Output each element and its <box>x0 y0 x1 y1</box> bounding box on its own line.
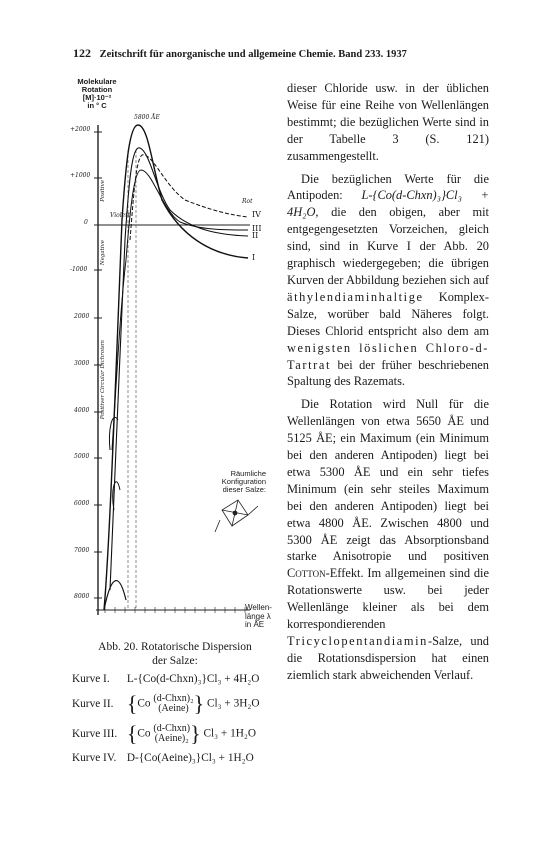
stack-bottom: (Aeine) <box>158 703 189 714</box>
caption-line: der Salze: <box>152 655 198 667</box>
brace-open: { <box>126 721 138 746</box>
tick-label: 3000 <box>74 360 90 367</box>
kurve-label: Kurve III. <box>72 727 118 740</box>
paragraph <box>287 171 489 391</box>
paragraph: dieser Chloride usw. in der üblichen Weise für eine Reihe von Wellenlängen bestimmt; die bezüglichen Werte sind in der Tabelle 3 (S. 121) zusammengestellt. <box>287 81 489 163</box>
y-axis-label-line: Rotation <box>81 85 113 94</box>
kurve-formula: D-{Co(Aeine)₃}Cl₃ + 1H₂O <box>126 752 254 764</box>
configuration-label-line: Räumliche <box>230 469 266 478</box>
kurve-row <box>72 673 259 685</box>
annot-violet: Violett <box>110 212 131 219</box>
tick-label: 6000 <box>74 500 90 507</box>
text-span: -Effekt. Im allgemeinen sind die Rotationswerte usw. bei jeder Wellenlänge kleiner als bei dem korrespondierenden <box>287 566 489 632</box>
kurve-suffix: Cl₃ + 3H₂O <box>206 697 260 710</box>
kurve-row <box>72 691 260 716</box>
tick-label: 7000 <box>74 547 90 554</box>
stack-bottom: (Aeine)₂ <box>154 733 189 744</box>
formula-inline: L-{Co(d-Chxn)₃}Cl₃ + 4H₂O, <box>287 188 489 220</box>
text-span: bei der früher beschriebenen Spaltung des Razemats. <box>287 357 489 389</box>
running-header <box>73 46 407 61</box>
text-span: Die bezüglichen Werte für die Antipoden: <box>287 171 489 203</box>
kurve-stack <box>153 724 190 744</box>
text-span: Die Rotation wird Null für die Wellenlängen von etwa 5650 ÅE und 5125 ÅE; ein Maximum (ein Minimum bei den anderen Antipoden) liegt bei etwa 5300 ÅE und ein sehr tiefes Minimum (ein sehr steiles Maximum bei den anderen Antipoden) liegt bei etwa 4800 ÅE. Zwischen 4800 und 5300 ÅE zeigt das Absorptionsband starke Anisotropie und positiven <box>287 397 489 564</box>
curve-label: II <box>252 231 259 240</box>
text-span: -Salze, und die Rotationsdispersion hat einen ziemlich stark abweichenden Verlauf. <box>287 634 489 682</box>
tick-label: +1000 <box>70 172 91 179</box>
page-number: 122 <box>73 46 91 60</box>
tick-label: +2000 <box>70 126 91 133</box>
x-axis-label-line: länge λ <box>245 611 271 621</box>
tick-label: 4000 <box>74 407 90 414</box>
kurve-label: Kurve I. <box>72 673 110 685</box>
y-axis-label-line: [M]·10⁻² <box>82 93 112 102</box>
tick-label: 8000 <box>74 593 90 600</box>
kurve-suffix: Cl₃ + 1H₂O <box>203 727 257 740</box>
author-name: Cotton <box>287 566 326 581</box>
configuration-label-line: dieser Salze: <box>222 485 266 494</box>
configuration-sketch <box>215 500 258 532</box>
kurve-formula: L-{Co(d-Chxn)₃}Cl₃ + 4H₂O <box>126 673 260 685</box>
kurve-label: Kurve II. <box>72 697 114 710</box>
configuration-label <box>196 470 266 494</box>
stack-top: (d-Chxn) <box>153 723 191 734</box>
curve-label: I <box>252 253 256 262</box>
side-label-negative: Negative <box>100 240 106 266</box>
brace-close: } <box>190 721 201 746</box>
spaced-term: Tricyclopentandiamin <box>287 634 428 648</box>
curve-label: IV <box>252 210 261 219</box>
text-span: die den obigen, aber mit entgegengesetzten Vorzeichen, gleich sind, sind in Kurve I der Abb. 20 graphisch wiedergegeben; die übrigen Kurven der Abbildung beziehen sich auf <box>287 205 489 287</box>
body-text <box>287 80 489 684</box>
kurve-row <box>72 721 257 746</box>
kurve-label: Kurve IV. <box>72 752 117 764</box>
spaced-term: wenigsten löslichen Chloro-d-Tartrat <box>287 340 489 372</box>
x-axis-label <box>245 604 285 630</box>
x-axis-label-line: Wellen- <box>245 603 272 612</box>
curve-II <box>110 148 248 590</box>
configuration-label-line: Konfiguration <box>221 477 266 486</box>
brace-open: { <box>126 691 138 716</box>
kurve-row <box>72 752 254 764</box>
y-axis-label-line: Molekulare <box>77 77 117 86</box>
caption-line: Abb. 20. Rotatorische Dispersion <box>98 641 252 653</box>
annot-5800: 5800 ÅE <box>134 114 160 121</box>
tick-label: 5000 <box>74 453 90 460</box>
curve-I <box>104 125 248 610</box>
journal-title: Zeitschrift für anorganische und allgemeine Chemie. Band 233. 1937 <box>99 49 407 60</box>
tick-label: -1000 <box>70 266 88 273</box>
side-label-cd: Positiver Circular Dichroism <box>100 340 106 420</box>
x-axis-label-line: in ÅE <box>245 620 265 629</box>
curve-label: III <box>252 224 262 233</box>
curve-IV <box>130 155 248 240</box>
dispersion-figure <box>70 70 285 630</box>
text-span: Komplex-Salze, worüber bald Näheres folgt. Dieses Chlorid entspricht also dem am <box>287 289 489 338</box>
annot-red: Rot <box>242 198 253 205</box>
y-axis-label-line: in ° C <box>87 101 107 110</box>
paragraph <box>287 396 489 683</box>
kurve-stack <box>153 694 193 714</box>
figure-caption <box>70 640 280 668</box>
kurve-prefix: Co <box>137 697 151 710</box>
stack-top: (d-Chxn)₂ <box>153 693 194 704</box>
brace-close: } <box>193 691 205 716</box>
side-label-positive: Positive <box>100 180 106 202</box>
tick-label: 0 <box>84 219 88 226</box>
curve-I-minimum <box>104 581 126 610</box>
spaced-term: äthylendiaminhaltige <box>287 289 424 304</box>
tick-label: 2000 <box>74 313 90 320</box>
kurve-prefix: Co <box>137 727 151 740</box>
